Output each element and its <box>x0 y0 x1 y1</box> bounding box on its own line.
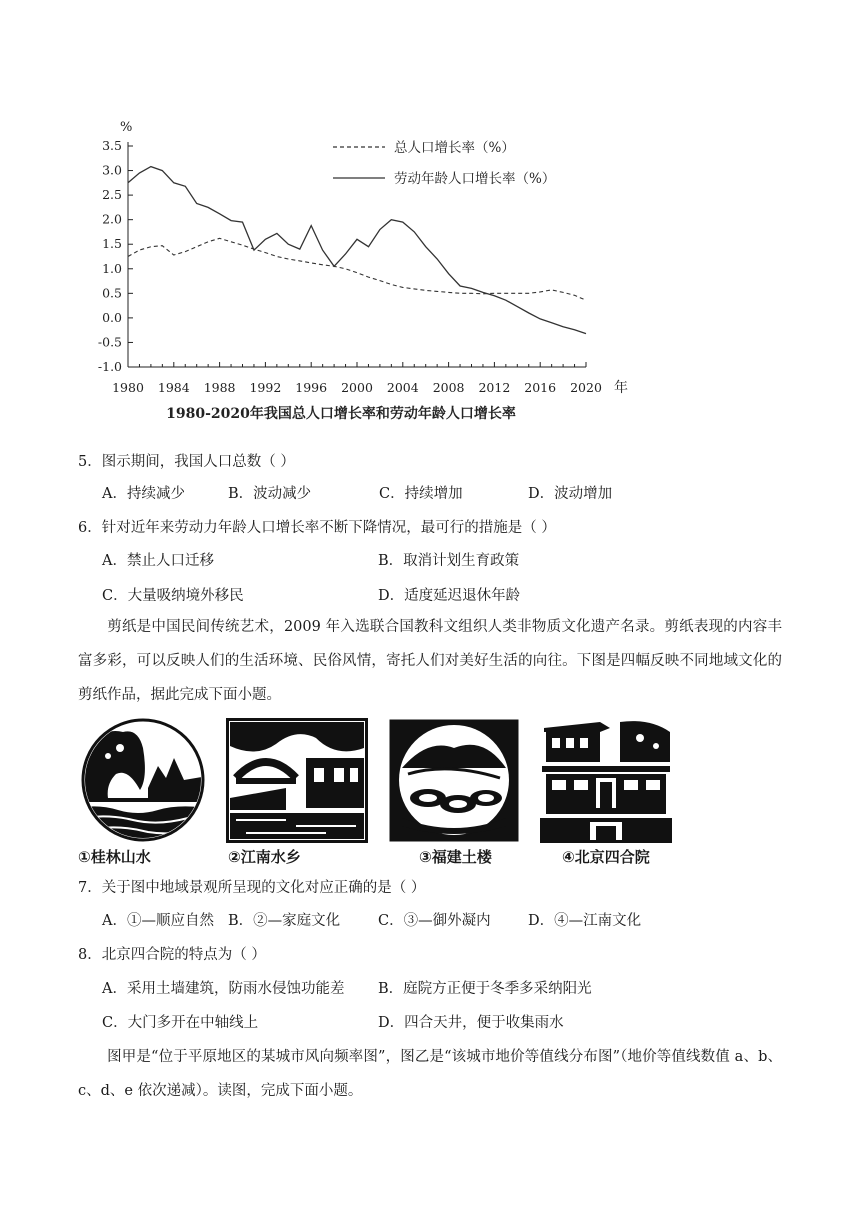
question-6-option-d[interactable]: D．适度延迟退休年龄 <box>378 588 521 604</box>
x-tick-label: 1988 <box>203 380 236 395</box>
y-tick-label: -1.0 <box>97 359 122 374</box>
y-tick-label: -0.5 <box>97 334 122 350</box>
x-tick-label: 2020 <box>570 380 602 395</box>
caption-guilin: ①桂林山水 <box>78 848 151 866</box>
x-axis-unit: 年 <box>614 380 628 396</box>
question-5-option-c[interactable]: C．持续增加 <box>379 486 463 502</box>
question-6-stem: 6．针对近年来劳动力年龄人口增长率不断下降情况，最可行的措施是（ ） <box>78 520 556 536</box>
question-6-option-a[interactable]: A．禁止人口迁移 <box>102 553 214 569</box>
legend-label: 总人口增长率（%） <box>394 140 515 156</box>
question-7-option-d[interactable]: D．④—江南文化 <box>528 913 642 929</box>
population-growth-chart <box>0 0 860 430</box>
x-tick-label: 1992 <box>249 380 282 395</box>
question-8-stem: 8．北京四合院的特点为（ ） <box>78 947 266 963</box>
question-8-option-d[interactable]: D．四合天井，便于收集雨水 <box>378 1015 564 1031</box>
x-tick-label: 1980 <box>112 380 144 395</box>
legend-label: 劳动年龄人口增长率（%） <box>394 171 556 187</box>
x-tick-label: 2016 <box>524 380 557 395</box>
question-7-stem: 7．关于图中地域景观所呈现的文化对应正确的是（ ） <box>78 880 426 896</box>
working-age-series-line <box>128 167 586 334</box>
question-7-option-a[interactable]: A．①—顺应自然 <box>102 913 214 929</box>
x-tick-label: 2004 <box>386 380 419 395</box>
chart-legend <box>333 140 555 187</box>
chart-title: 1980-2020年我国总人口增长率和劳动年龄人口增长率 <box>166 406 516 422</box>
question-8-option-a[interactable]: A．采用土墙建筑，防雨水侵蚀功能差 <box>102 981 345 997</box>
question-8-option-b[interactable]: B．庭院方正便于冬季多采纳阳光 <box>378 981 592 997</box>
papercut-beijing-siheyuan-image <box>540 718 672 843</box>
x-tick-label: 2000 <box>341 380 373 395</box>
question-5-option-d[interactable]: D．波动增加 <box>528 486 613 502</box>
y-tick-label: 0.5 <box>102 285 122 301</box>
y-tick-label: 0.0 <box>102 309 122 325</box>
question-5-option-b[interactable]: B．波动减少 <box>228 486 312 502</box>
x-tick-label: 1996 <box>295 380 328 395</box>
chart-series <box>128 167 586 334</box>
caption-beijing: ④北京四合院 <box>562 848 650 866</box>
x-axis-ticks <box>112 362 602 395</box>
question-6-option-c[interactable]: C．大量吸纳境外移民 <box>102 588 244 604</box>
y-tick-label: 1.0 <box>102 260 122 276</box>
y-tick-label: 1.5 <box>102 236 122 252</box>
papercut-guilin-image <box>78 718 208 843</box>
total-population-series-line <box>128 238 586 300</box>
city-passage-text: 图甲是“位于平原地区的某城市风向频率图”，图乙是“该城市地价等值线分布图”（地价等值线数值 a、b、c、d、e 依次递减）。读图，完成下面小题。 <box>78 1049 782 1099</box>
papercut-fujian-tulou-image <box>388 718 520 843</box>
caption-jiangnan: ②江南水乡 <box>228 848 301 866</box>
x-tick-label: 2008 <box>432 380 465 395</box>
y-tick-label: 2.0 <box>102 211 122 227</box>
papercut-jiangnan-image <box>226 718 368 843</box>
y-tick-label: 2.5 <box>102 187 122 203</box>
question-5-option-a[interactable]: A．持续减少 <box>102 486 185 502</box>
y-tick-label: 3.0 <box>102 162 122 178</box>
y-axis-unit: % <box>120 120 133 135</box>
question-8-option-c[interactable]: C．大门多开在中轴线上 <box>102 1015 259 1031</box>
x-tick-label: 1984 <box>157 380 190 395</box>
city-passage <box>78 1040 782 1108</box>
question-7-option-b[interactable]: B．②—家庭文化 <box>228 913 341 929</box>
question-6-option-b[interactable]: B．取消计划生育政策 <box>378 553 520 569</box>
question-7-option-c[interactable]: C．③—御外凝内 <box>378 913 491 929</box>
y-tick-label: 3.5 <box>102 138 122 153</box>
papercut-passage-text: 剪纸是中国民间传统艺术，2009 年入选联合国教科文组织人类非物质文化遗产名录。剪纸表现的内容丰富多彩，可以反映人们的生活环境、民俗风情，寄托人们对美好生活的向往。下图是四幅反映不同地域文化的剪纸作品，据此完成下面小题。 <box>78 619 782 703</box>
x-tick-label: 2012 <box>478 380 511 395</box>
question-5-stem: 5．图示期间，我国人口总数（ ） <box>78 454 295 470</box>
papercut-passage <box>78 610 782 712</box>
caption-fujian: ③福建土楼 <box>419 848 492 866</box>
